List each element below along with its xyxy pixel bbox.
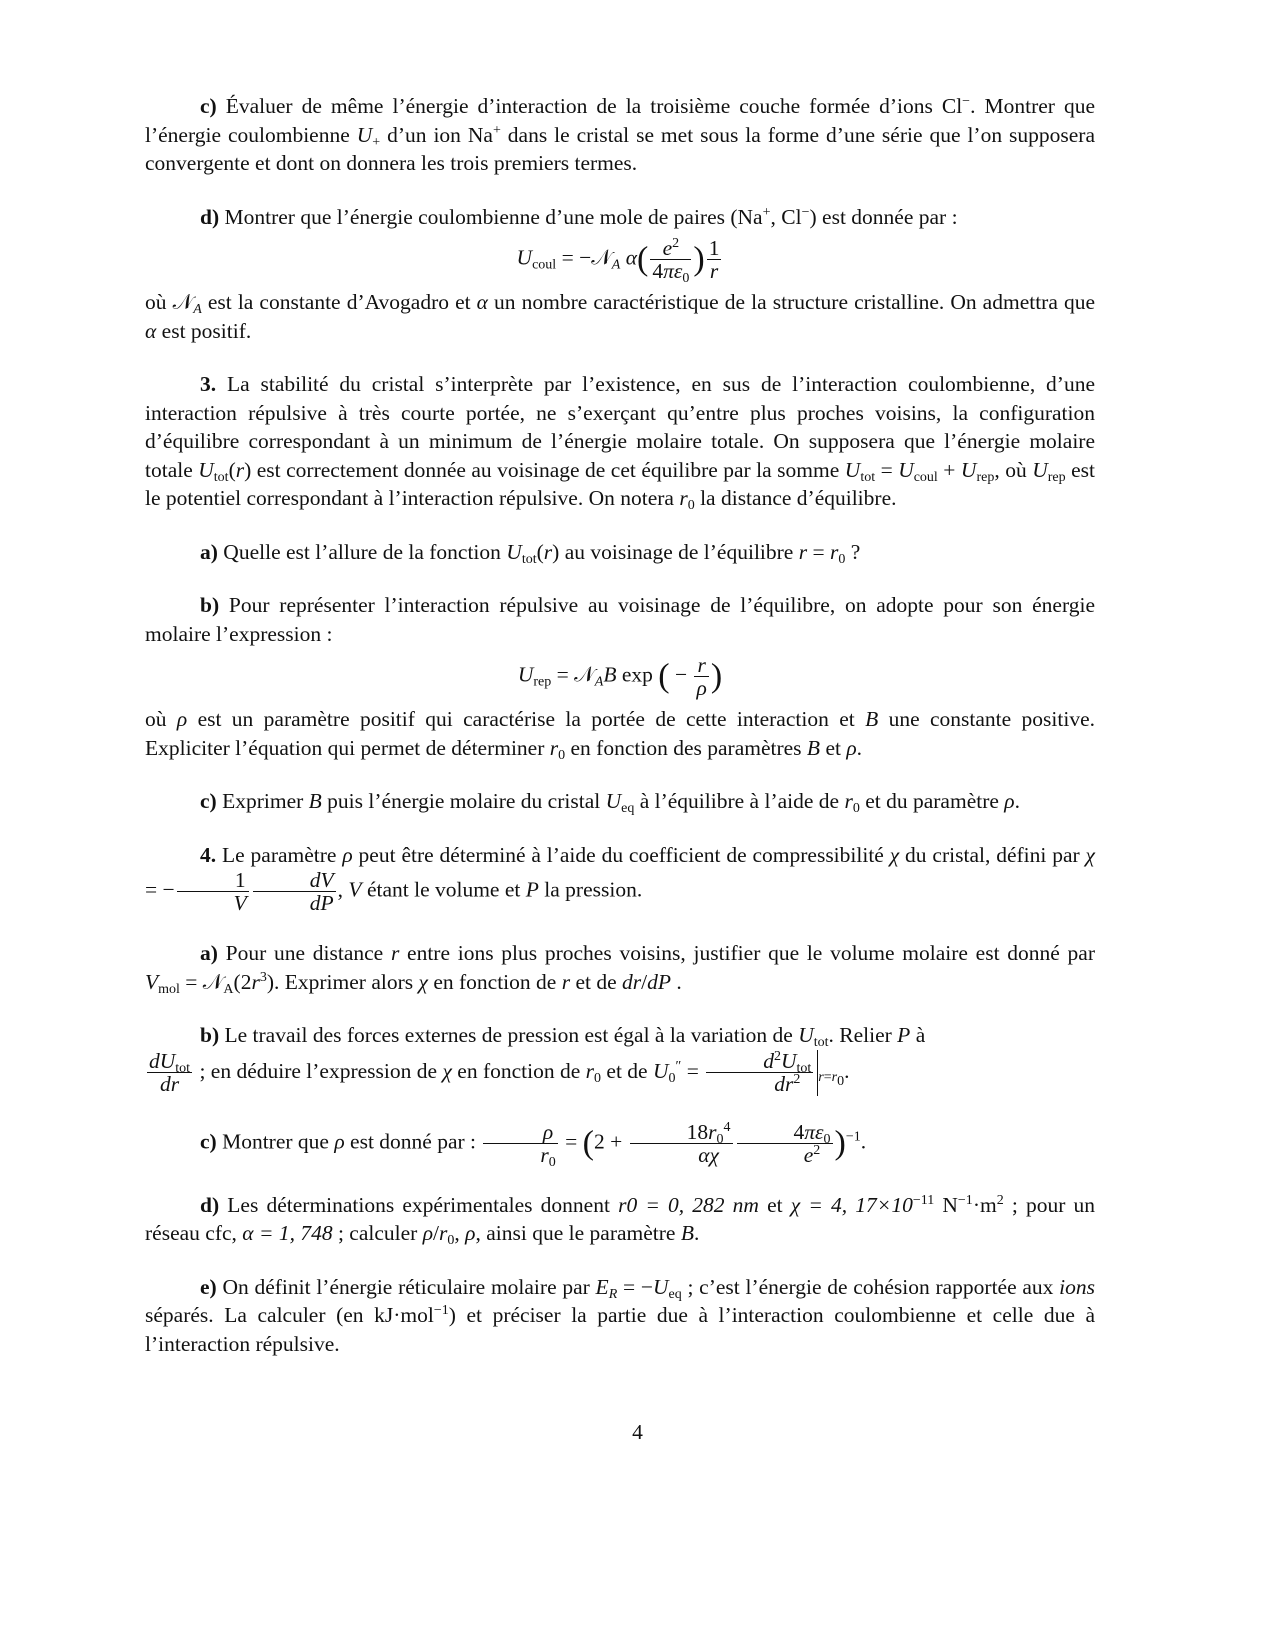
question-3b-after: où ρ est un paramètre positif qui caractérise la portée de cette interaction et B une constante positive. Expliciter l’équation qui permet de déterminer $r_0$ en fonction des paramètres B et ρ. xyxy=(145,707,1096,763)
question-3b: b) Pour représenter l’interaction répulsive au voisinage de l’équilibre, on adopte pour son énergie molaire l’expression : xyxy=(145,593,1095,646)
page-number: 4 xyxy=(632,1420,643,1444)
question-4d: d) Les déterminations expérimentales donnent r0 = 0, 282 nm et χ = 4, $17\times 10^{-11}$ $N^{-1}\cdot m^2$ ; pour un réseau cfc, α = 1, 748 ; calculer $\rho/r_0$, ρ, ainsi que le paramètre B. xyxy=(145,1192,1096,1248)
question-3: 3. La stabilité du cristal s’interprète par l’existence, en sus de l’interaction coulombienne, d’une interaction répulsive à très courte portée, ne s’exerçant qu’entre plus proches voisins, la configuration d’équilibre correspondant à un minimum de l’énergie molaire totale. On supposera que l’énergie molaire totale $U_{tot}(r)$ est correctement donnée au voisinage de cet équilibre par la somme $U_{tot} = U_{coul} + U_{rep}$, où $U_{rep}$ est le potentiel correspondant à l’interaction répulsive. On notera $r_0$ la distance d’équilibre. xyxy=(145,372,1095,513)
question-4b: b) Le travail des forces externes de pression est égal à la variation de $U_{tot}$. Relier P à $\frac{dU_{tot}}{dr}$ ; en déduire l’expression de χ en fonction de $r_0$ et de $U_0''$ = $\frac{d^2U_{tot}}{dr^2}$ $_{r=r_0}$. xyxy=(149,1023,926,1096)
question-2d-after: où 𝒩$_A$ est la constante d’Avogadro et α un nombre caractéristique de la structure cristalline. On admettra que α est positif. xyxy=(145,290,1096,343)
question-2d: d) Montrer que l’énergie coulombienne d’une mole de paires (Na+, Cl−) est donnée par : xyxy=(200,204,958,229)
question-3c: c) Exprimer B puis l’énergie molaire du cristal $U_{eq}$ à l’équilibre à l’aide de $r_0$ et du paramètre ρ. xyxy=(200,789,1020,816)
question-2c: c) Évaluer de même l’énergie d’interaction de la troisième couche formée d’ions Cl−. Montrer que l’énergie coulombienne $U_+$ d’un ion Na+ dans le cristal se met sous la forme d’une série que l’on supposera convergente et dont on donnera les trois premiers termes. xyxy=(145,94,1096,175)
question-4e: e) On définit l’énergie réticulaire molaire par $E_R = -U_{eq}$ ; c’est l’énergie de cohésion rapportée aux ions séparés. La calculer (en kJ·mol$^{-1}$) et préciser la partie due à l’interaction coulombienne et celle due à l’interaction répulsive. xyxy=(145,1274,1095,1356)
question-3a: a) Quelle est l’allure de la fonction $U_{tot}(r)$ au voisinage de l’équilibre $r = r_0$ ? xyxy=(200,539,861,567)
question-4c: c) Montrer que ρ est donné par : $\frac{\rho}{r_0}$ = (2 + $\frac{18r_0^4}{\alpha\chi}$ $\frac{4\pi\varepsilon_0}{e^2}$ )$^{-1}$. xyxy=(200,1119,867,1170)
equation-ucoul: $U_{coul}$ = −𝒩$_A$ α( $\frac{e^2}{4\pi\varepsilon_0}$ ) $\frac{1}{r}$ xyxy=(516,236,720,286)
question-4: 4. Le paramètre ρ peut être déterminé à l’aide du coefficient de compressibilité χ du cristal, défini par χ = − $\frac{1}{V}$ $\frac{dV}{dP}$ , V étant le volume et P la pression. xyxy=(145,842,1096,915)
equation-urep: $U_{rep}$ = 𝒩$_A$B exp ( − $\frac{r}{\rho}$ ) xyxy=(517,653,723,700)
question-4a: a) Pour une distance r entre ions plus proches voisins, justifier que le volume molaire est donné par $V_{mol}$ = $𝒩_A(2r^3)$. Exprimer alors χ en fonction de r et de dr/dP . xyxy=(145,941,1096,997)
page-content xyxy=(145,92,1095,1383)
